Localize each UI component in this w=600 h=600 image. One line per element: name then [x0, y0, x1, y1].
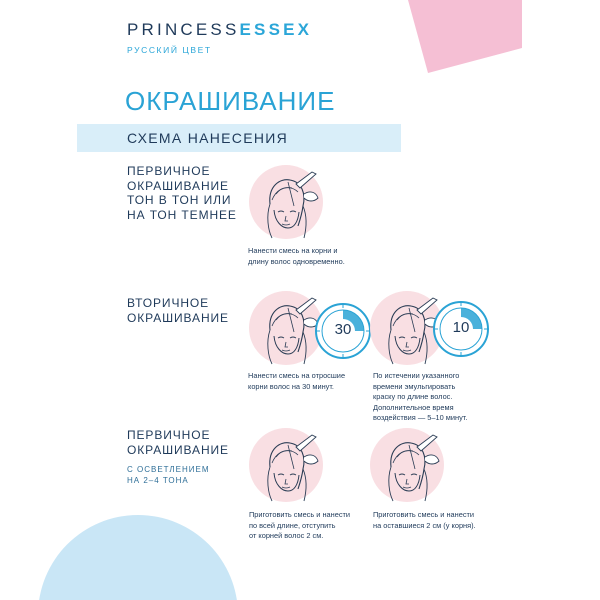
- subheading-line: С ОСВЕТЛЕНИЕМ: [127, 465, 210, 474]
- heading-line: ПЕРВИЧНОЕ: [127, 428, 211, 442]
- pink-corner-shape: [408, 0, 522, 73]
- caption-line: краску по длине волос.: [373, 392, 453, 401]
- caption-line: Приготовить смесь и нанести: [249, 510, 351, 519]
- heading-line: ОКРАШИВАНИЕ: [127, 178, 229, 193]
- section-3-step-2-caption: [373, 510, 476, 531]
- brand-logo: [127, 20, 312, 40]
- brand-name-part1: PRINCESS: [127, 20, 240, 39]
- section-3-heading: [127, 428, 229, 457]
- section-band-label: СХЕМА НАНЕСЕНИЯ: [127, 130, 289, 146]
- caption-line: Приготовить смесь и нанести: [373, 510, 475, 519]
- heading-line: ПЕРВИЧНОЕ: [127, 164, 211, 178]
- caption-line: Нанести смесь на отросшие: [248, 371, 346, 380]
- blue-corner-shape: [38, 515, 238, 600]
- hair-dye-application-icon: [248, 164, 324, 240]
- caption-line: Нанести смесь на корни и: [248, 246, 338, 255]
- caption-line: длину волос одновременно.: [248, 256, 345, 266]
- heading-line: НА ТОН ТЕМНЕЕ: [127, 207, 237, 222]
- hair-dye-roots-icon: [369, 427, 445, 503]
- subheading-line: НА 2–4 ТОНА: [127, 476, 189, 485]
- section-2-step-1-caption: [248, 371, 345, 392]
- caption-line: корни волос на 30 минут.: [248, 381, 334, 391]
- hair-dye-length-icon: [248, 427, 324, 503]
- section-3-step-1-caption: [249, 510, 350, 542]
- caption-line: Дополнительное время: [373, 402, 454, 412]
- hair-dye-roots-icon: [248, 290, 324, 366]
- section-2-heading: [127, 296, 229, 325]
- heading-line: ТОН В ТОН ИЛИ: [127, 193, 232, 207]
- caption-line: воздействия — 5–10 минут.: [373, 413, 468, 422]
- section-1-step-1-caption: [248, 246, 345, 267]
- brand-subtitle: РУССКИЙ ЦВЕТ: [127, 45, 212, 55]
- section-2-step-2-caption: [373, 371, 467, 424]
- timer-value: 10: [452, 319, 470, 336]
- caption-line: на оставшиеся 2 см (у корня).: [373, 520, 476, 530]
- page-title: ОКРАШИВАНИЕ: [125, 86, 336, 116]
- caption-line: от корней волос 2 см.: [249, 531, 324, 540]
- heading-line: ОКРАШИВАНИЕ: [127, 442, 229, 457]
- caption-line: по всей длине, отступить: [249, 520, 336, 530]
- heading-line: ВТОРИЧНОЕ: [127, 296, 210, 310]
- caption-line: времени эмульгировать: [373, 381, 456, 391]
- heading-line: ОКРАШИВАНИЕ: [127, 310, 229, 325]
- section-1-heading: [127, 164, 237, 222]
- timer-value: 30: [334, 321, 352, 338]
- caption-line: По истечении указанного: [373, 371, 460, 380]
- section-3-subheading: [127, 464, 210, 486]
- brand-name-part2: ESSEX: [239, 20, 313, 39]
